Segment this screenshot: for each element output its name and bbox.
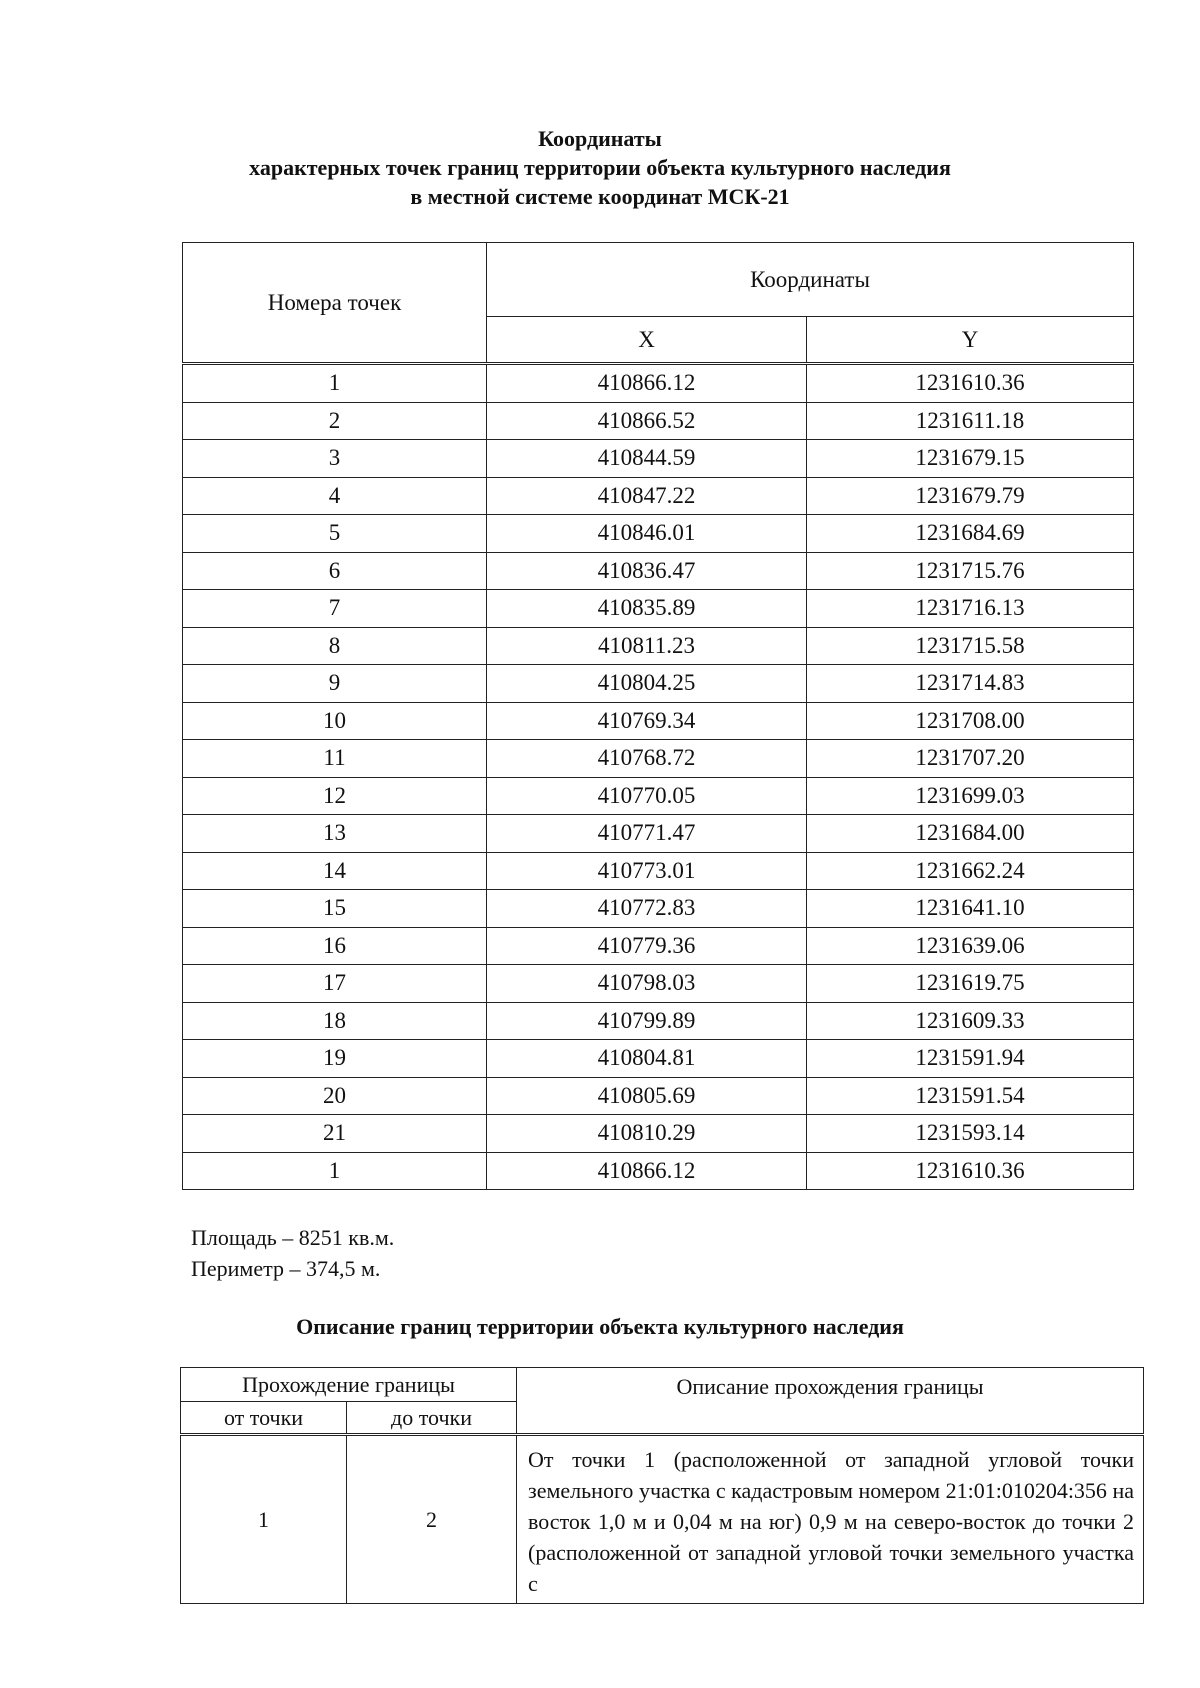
to-point-cell: 2 bbox=[347, 1435, 517, 1604]
y-coordinate-cell: 1231715.76 bbox=[807, 552, 1134, 590]
point-number-cell: 20 bbox=[183, 1077, 487, 1115]
table-row bbox=[183, 1077, 1134, 1115]
y-coordinate-cell: 1231610.36 bbox=[807, 364, 1134, 403]
title-line-3: в местной системе координат МСК-21 bbox=[410, 184, 790, 209]
y-coordinate-cell: 1231699.03 bbox=[807, 777, 1134, 815]
table-row bbox=[183, 1040, 1134, 1078]
x-coordinate-cell: 410772.83 bbox=[487, 890, 807, 928]
table-row bbox=[183, 852, 1134, 890]
header-boundary-description: Описание прохождения границы bbox=[517, 1368, 1144, 1435]
point-number-cell: 10 bbox=[183, 702, 487, 740]
point-number-cell: 4 bbox=[183, 477, 487, 515]
y-coordinate-cell: 1231641.10 bbox=[807, 890, 1134, 928]
table-row bbox=[183, 740, 1134, 778]
y-coordinate-cell: 1231611.18 bbox=[807, 402, 1134, 440]
boundary-description-table bbox=[180, 1367, 1144, 1604]
header-y: Y bbox=[807, 317, 1134, 364]
table-row bbox=[183, 1115, 1134, 1153]
table-row bbox=[183, 777, 1134, 815]
coordinates-table bbox=[182, 242, 1134, 1190]
header-from-point: от точки bbox=[181, 1402, 347, 1435]
y-coordinate-cell: 1231610.36 bbox=[807, 1152, 1134, 1190]
table-row bbox=[183, 702, 1134, 740]
table-row bbox=[183, 1152, 1134, 1190]
y-coordinate-cell: 1231679.79 bbox=[807, 477, 1134, 515]
x-coordinate-cell: 410798.03 bbox=[487, 965, 807, 1003]
description-title: Описание границ территории объекта культурного наследия bbox=[296, 1314, 904, 1339]
point-number-cell: 3 bbox=[183, 440, 487, 478]
summary-block bbox=[191, 1222, 394, 1284]
x-coordinate-cell: 410810.29 bbox=[487, 1115, 807, 1153]
document-title bbox=[0, 124, 1200, 211]
table-row bbox=[183, 552, 1134, 590]
y-coordinate-cell: 1231715.58 bbox=[807, 627, 1134, 665]
x-coordinate-cell: 410836.47 bbox=[487, 552, 807, 590]
point-number-cell: 2 bbox=[183, 402, 487, 440]
point-number-cell: 14 bbox=[183, 852, 487, 890]
x-coordinate-cell: 410769.34 bbox=[487, 702, 807, 740]
y-coordinate-cell: 1231684.00 bbox=[807, 815, 1134, 853]
table-row bbox=[183, 927, 1134, 965]
table-row bbox=[183, 364, 1134, 403]
table-row bbox=[183, 515, 1134, 553]
point-number-cell: 18 bbox=[183, 1002, 487, 1040]
y-coordinate-cell: 1231593.14 bbox=[807, 1115, 1134, 1153]
table-row bbox=[183, 815, 1134, 853]
table-row bbox=[183, 477, 1134, 515]
x-coordinate-cell: 410866.12 bbox=[487, 1152, 807, 1190]
point-number-cell: 13 bbox=[183, 815, 487, 853]
x-coordinate-cell: 410866.52 bbox=[487, 402, 807, 440]
point-number-cell: 9 bbox=[183, 665, 487, 703]
x-coordinate-cell: 410811.23 bbox=[487, 627, 807, 665]
y-coordinate-cell: 1231707.20 bbox=[807, 740, 1134, 778]
y-coordinate-cell: 1231639.06 bbox=[807, 927, 1134, 965]
point-number-cell: 21 bbox=[183, 1115, 487, 1153]
point-number-cell: 15 bbox=[183, 890, 487, 928]
y-coordinate-cell: 1231708.00 bbox=[807, 702, 1134, 740]
table-row bbox=[183, 890, 1134, 928]
table-row bbox=[183, 402, 1134, 440]
table-row bbox=[183, 627, 1134, 665]
x-coordinate-cell: 410804.25 bbox=[487, 665, 807, 703]
table-row bbox=[183, 965, 1134, 1003]
point-number-cell: 12 bbox=[183, 777, 487, 815]
y-coordinate-cell: 1231684.69 bbox=[807, 515, 1134, 553]
table-row bbox=[181, 1435, 1144, 1604]
y-coordinate-cell: 1231716.13 bbox=[807, 590, 1134, 628]
y-coordinate-cell: 1231591.94 bbox=[807, 1040, 1134, 1078]
point-number-cell: 1 bbox=[183, 364, 487, 403]
x-coordinate-cell: 410846.01 bbox=[487, 515, 807, 553]
x-coordinate-cell: 410771.47 bbox=[487, 815, 807, 853]
point-number-cell: 6 bbox=[183, 552, 487, 590]
point-number-cell: 5 bbox=[183, 515, 487, 553]
x-coordinate-cell: 410770.05 bbox=[487, 777, 807, 815]
description-cell: От точки 1 (расположенной от западной угловой точки земельного участка с кадастровым номером 21:01:010204:356 на восток 1,0 м и 0,04 м на юг) 0,9 м на северо-восток до точки 2 (расположенной от западной угловой точки земельного участка с bbox=[517, 1435, 1144, 1604]
y-coordinate-cell: 1231714.83 bbox=[807, 665, 1134, 703]
table-row bbox=[183, 590, 1134, 628]
point-number-cell: 8 bbox=[183, 627, 487, 665]
y-coordinate-cell: 1231609.33 bbox=[807, 1002, 1134, 1040]
area-text: Площадь – 8251 кв.м. bbox=[191, 1225, 395, 1250]
title-line-1: Координаты bbox=[538, 126, 662, 151]
table-row bbox=[183, 1002, 1134, 1040]
header-boundary-passage: Прохождение границы bbox=[181, 1368, 517, 1402]
table-row bbox=[183, 665, 1134, 703]
point-number-cell: 11 bbox=[183, 740, 487, 778]
y-coordinate-cell: 1231662.24 bbox=[807, 852, 1134, 890]
y-coordinate-cell: 1231591.54 bbox=[807, 1077, 1134, 1115]
table-row bbox=[183, 440, 1134, 478]
x-coordinate-cell: 410779.36 bbox=[487, 927, 807, 965]
x-coordinate-cell: 410773.01 bbox=[487, 852, 807, 890]
header-to-point: до точки bbox=[347, 1402, 517, 1435]
y-coordinate-cell: 1231619.75 bbox=[807, 965, 1134, 1003]
x-coordinate-cell: 410866.12 bbox=[487, 364, 807, 403]
point-number-cell: 1 bbox=[183, 1152, 487, 1190]
header-point-numbers: Номера точек bbox=[183, 243, 487, 364]
perimeter-text: Периметр – 374,5 м. bbox=[191, 1256, 381, 1281]
point-number-cell: 19 bbox=[183, 1040, 487, 1078]
y-coordinate-cell: 1231679.15 bbox=[807, 440, 1134, 478]
x-coordinate-cell: 410844.59 bbox=[487, 440, 807, 478]
from-point-cell: 1 bbox=[181, 1435, 347, 1604]
point-number-cell: 7 bbox=[183, 590, 487, 628]
x-coordinate-cell: 410804.81 bbox=[487, 1040, 807, 1078]
x-coordinate-cell: 410847.22 bbox=[487, 477, 807, 515]
x-coordinate-cell: 410768.72 bbox=[487, 740, 807, 778]
coordinates-table-body bbox=[183, 364, 1134, 1190]
x-coordinate-cell: 410835.89 bbox=[487, 590, 807, 628]
point-number-cell: 16 bbox=[183, 927, 487, 965]
title-line-2: характерных точек границ территории объекта культурного наследия bbox=[249, 155, 951, 180]
x-coordinate-cell: 410799.89 bbox=[487, 1002, 807, 1040]
x-coordinate-cell: 410805.69 bbox=[487, 1077, 807, 1115]
point-number-cell: 17 bbox=[183, 965, 487, 1003]
header-x: X bbox=[487, 317, 807, 364]
header-coordinates: Координаты bbox=[487, 243, 1134, 317]
